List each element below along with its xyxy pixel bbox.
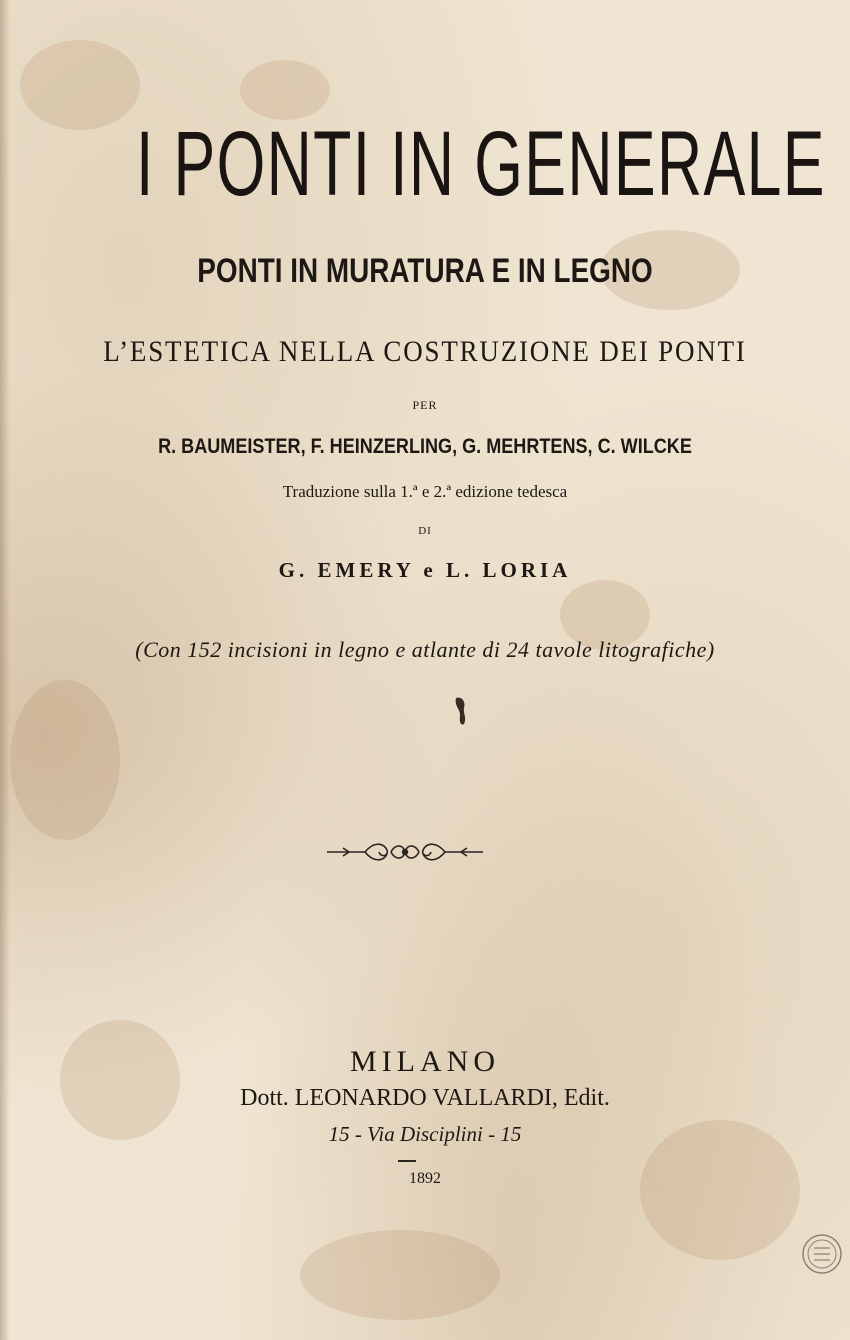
imprint-address: 15 - Via Disciplini - 15: [328, 1122, 522, 1146]
book-title: I PONTI IN GENERALE: [136, 113, 826, 215]
translation-note: Traduzione sulla 1.ª e 2.ª edizione tedesca: [282, 482, 568, 501]
per-label: PER: [412, 398, 438, 412]
di-label: DI: [418, 525, 432, 537]
foxing-stain: [20, 40, 140, 130]
decorative-flourish-icon: [325, 838, 485, 866]
foxing-stain: [240, 60, 330, 120]
subtitle-estetica: L’ESTETICA NELLA COSTRUZIONE DEI PONTI: [103, 335, 747, 368]
imprint-year: 1892: [409, 1170, 441, 1187]
foxing-stain: [10, 680, 120, 840]
foxing-stain: [300, 1230, 500, 1320]
library-stamp-icon: [800, 1232, 844, 1276]
translators: G. EMERY e L. LORIA: [278, 558, 572, 582]
illustrations-note: (Con 152 incisioni in legno e atlante di 24 tavole litografiche): [135, 637, 715, 662]
subtitle-muratura-legno: PONTI IN MURATURA E IN LEGNO: [197, 252, 653, 290]
year-rule: [398, 1160, 416, 1162]
imprint-publisher: Dott. LEONARDO VALLARDI, Edit.: [240, 1085, 610, 1111]
imprint-city: MILANO: [350, 1045, 500, 1078]
ink-blot-mark: [452, 696, 470, 726]
authors: R. BAUMEISTER, F. HEINZERLING, G. MEHRTENS, C. WILCKE: [158, 435, 692, 458]
